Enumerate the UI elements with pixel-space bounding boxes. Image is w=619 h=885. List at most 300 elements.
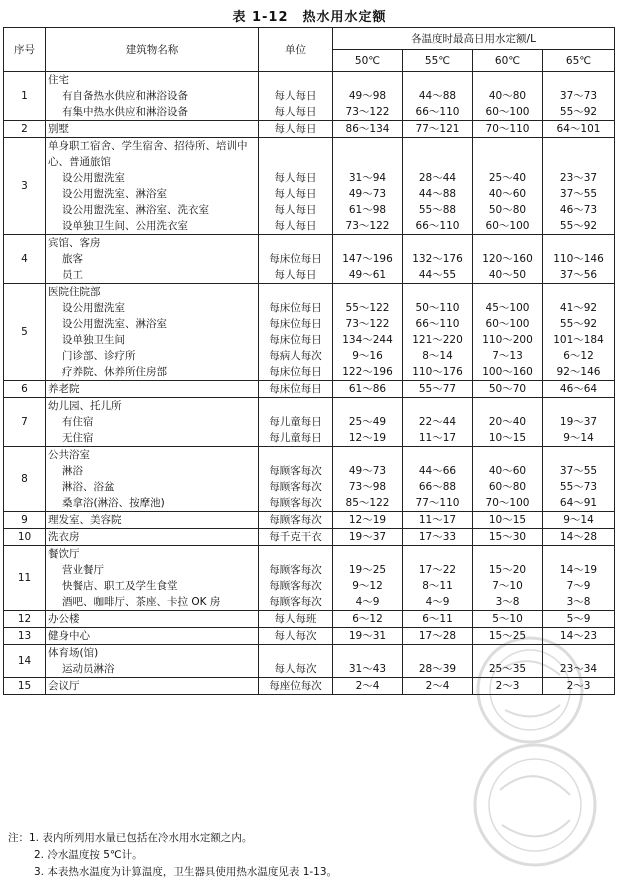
- quota-65: 14～28: [559, 531, 598, 543]
- row-number: [4, 611, 46, 628]
- quota-50-cell: [333, 398, 403, 447]
- unit-text: 每床位每日: [269, 383, 322, 395]
- table-title: 表 1-12 热水用水定额: [232, 10, 387, 25]
- quota-60: 100～160: [482, 366, 533, 378]
- quota-60: 2～3: [495, 680, 520, 692]
- quota-55-cell: [403, 546, 473, 611]
- quota-55: 44～88: [418, 188, 457, 200]
- quota-55: 44～55: [418, 269, 457, 281]
- quota-50: 61～86: [348, 383, 387, 395]
- row-number: [4, 447, 46, 512]
- quota-65: 55～92: [559, 220, 598, 232]
- unit-text: 每人每日: [274, 269, 317, 281]
- quota-55: 44～66: [418, 465, 457, 477]
- quota-60-cell: [473, 645, 543, 678]
- quota-60: [475, 235, 540, 251]
- building-name-cell: [46, 628, 259, 645]
- quota-55: 66～110: [415, 106, 460, 118]
- table-row: [4, 138, 615, 235]
- quota-65-cell: [543, 645, 615, 678]
- quota-50: 12～19: [348, 514, 387, 526]
- quota-60-cell: [473, 138, 543, 235]
- building-name: 设单独卫生间: [62, 334, 125, 346]
- header-temp-55: 55℃: [403, 50, 473, 72]
- unit-cell: [259, 645, 333, 678]
- quota-50: [335, 284, 400, 300]
- quota-55-cell: [403, 284, 473, 381]
- unit-text: [261, 72, 330, 88]
- building-name-cell: [46, 529, 259, 546]
- row-number-text: 15: [17, 680, 32, 692]
- unit-text: [261, 138, 330, 154]
- building-name: 会议厅: [48, 680, 80, 692]
- quota-60: 70～100: [485, 497, 530, 509]
- quota-65: 64～91: [559, 497, 598, 509]
- quota-60-cell: [473, 546, 543, 611]
- unit-cell: [259, 546, 333, 611]
- quota-65: 55～92: [559, 318, 598, 330]
- row-number-text: 14: [17, 655, 32, 667]
- quota-60: [475, 447, 540, 463]
- table-row: [4, 398, 615, 447]
- quota-60: 10～15: [488, 514, 527, 526]
- note-3: 3. 本表热水温度为计算温度，卫生器具使用热水温度见表 1-13。: [34, 866, 338, 878]
- building-name: 宾馆、客房: [48, 237, 101, 249]
- quota-60: 70～110: [485, 123, 530, 135]
- unit-text: 每人每日: [274, 123, 317, 135]
- quota-50: 73～98: [348, 481, 387, 493]
- building-name-cell: [46, 138, 259, 235]
- quota-65-cell: [543, 138, 615, 235]
- row-number: [4, 628, 46, 645]
- quota-65: 37～73: [559, 90, 598, 102]
- quota-50-cell: [333, 529, 403, 546]
- unit-cell: [259, 138, 333, 235]
- quota-55: [405, 447, 470, 463]
- quota-65: [545, 235, 612, 251]
- building-name: 快餐店、职工及学生食堂: [62, 580, 178, 592]
- quota-65-cell: [543, 628, 615, 645]
- header-no: 序号: [4, 28, 46, 72]
- quota-50: [335, 546, 400, 562]
- quota-60: 10～15: [488, 432, 527, 444]
- header-building-name: 建筑物名称: [46, 28, 259, 72]
- table-row: [4, 529, 615, 546]
- quota-60: [475, 546, 540, 562]
- building-name: 心、普通旅馆: [48, 156, 111, 168]
- quota-50: 61～98: [348, 204, 387, 216]
- header-unit: 单位: [259, 28, 333, 72]
- row-number: [4, 138, 46, 235]
- quota-50: [335, 398, 400, 414]
- quota-65: 46～73: [559, 204, 598, 216]
- building-name: 淋浴、浴盆: [62, 481, 115, 493]
- unit-cell: [259, 235, 333, 284]
- quota-50-cell: [333, 121, 403, 138]
- quota-55-cell: [403, 645, 473, 678]
- quota-65-cell: [543, 235, 615, 284]
- quota-50: [335, 447, 400, 463]
- table-row: [4, 628, 615, 645]
- quota-60-cell: [473, 529, 543, 546]
- building-name: 疗养院、休养所住房部: [62, 366, 167, 378]
- quota-60: [475, 154, 540, 170]
- quota-50: 9～12: [352, 580, 383, 592]
- quota-60-cell: [473, 284, 543, 381]
- building-name: 设公用盥洗室、淋浴室: [62, 318, 167, 330]
- quota-55-cell: [403, 398, 473, 447]
- table-row: [4, 546, 615, 611]
- header-temp-65: 65℃: [543, 50, 615, 72]
- quota-55: 77～121: [415, 123, 460, 135]
- quota-65-cell: [543, 546, 615, 611]
- unit-cell: [259, 628, 333, 645]
- quota-55-cell: [403, 447, 473, 512]
- quota-50-cell: [333, 235, 403, 284]
- quota-60: 5～10: [492, 613, 523, 625]
- unit-text: 每床位每日: [269, 366, 322, 378]
- quota-55: 121～220: [412, 334, 463, 346]
- quota-60: 25～40: [488, 172, 527, 184]
- building-name: 住宅: [48, 74, 69, 86]
- unit-text: 每床位每日: [269, 334, 322, 346]
- quota-55: 110～176: [412, 366, 463, 378]
- building-name: 运动员淋浴: [62, 663, 115, 675]
- table-row: [4, 121, 615, 138]
- quota-55: [405, 284, 470, 300]
- quota-65-cell: [543, 611, 615, 628]
- unit-text: 每病人每次: [269, 350, 322, 362]
- quota-55: 66～88: [418, 481, 457, 493]
- quota-55: [405, 398, 470, 414]
- row-number: [4, 72, 46, 121]
- building-name-cell: [46, 235, 259, 284]
- quota-60-cell: [473, 447, 543, 512]
- quota-55-cell: [403, 72, 473, 121]
- header-temp-60: 60℃: [473, 50, 543, 72]
- quota-50: 122～196: [342, 366, 393, 378]
- building-name: 养老院: [48, 383, 80, 395]
- quota-55: [405, 138, 470, 154]
- quota-55-cell: [403, 235, 473, 284]
- quota-55-cell: [403, 678, 473, 695]
- quota-55: 28～44: [418, 172, 457, 184]
- unit-cell: [259, 121, 333, 138]
- quota-65: 64～101: [556, 123, 601, 135]
- quota-50: 9～16: [352, 350, 383, 362]
- quota-55-cell: [403, 611, 473, 628]
- quota-65-cell: [543, 512, 615, 529]
- table-row: [4, 381, 615, 398]
- unit-text: 每人每日: [274, 172, 317, 184]
- quota-60: 50～80: [488, 204, 527, 216]
- quota-60: [475, 645, 540, 661]
- quota-65: 41～92: [559, 302, 598, 314]
- unit-text: 每人每日: [274, 204, 317, 216]
- quota-55: 44～88: [418, 90, 457, 102]
- quota-60-cell: [473, 678, 543, 695]
- quota-50: [335, 72, 400, 88]
- quota-65: [545, 72, 612, 88]
- quota-50: 73～122: [345, 220, 390, 232]
- table-row: [4, 447, 615, 512]
- row-number-text: 11: [17, 572, 32, 584]
- building-name: 设公用盥洗室: [62, 172, 125, 184]
- quota-65: 55～73: [559, 481, 598, 493]
- quota-65: [545, 154, 612, 170]
- building-name: 酒吧、咖啡厅、茶座、卡拉 OK 房: [62, 596, 221, 608]
- quota-60: 120～160: [482, 253, 533, 265]
- quota-60: [475, 138, 540, 154]
- quota-65: 37～55: [559, 465, 598, 477]
- quota-60: 40～60: [488, 188, 527, 200]
- unit-text: 每人每日: [274, 188, 317, 200]
- row-number: [4, 398, 46, 447]
- note-2: 2. 冷水温度按 5℃计。: [34, 849, 143, 861]
- quota-65: [545, 546, 612, 562]
- row-number: [4, 284, 46, 381]
- quota-55: 17～22: [418, 564, 457, 576]
- quota-65-cell: [543, 121, 615, 138]
- quota-60: 15～30: [488, 531, 527, 543]
- row-number-text: 6: [21, 383, 28, 395]
- row-number: [4, 121, 46, 138]
- building-name-cell: [46, 381, 259, 398]
- quota-60: 20～40: [488, 416, 527, 428]
- quota-50: 31～43: [348, 663, 387, 675]
- quota-65: 14～19: [559, 564, 598, 576]
- building-name: 医院住院部: [48, 286, 101, 298]
- unit-text: [261, 284, 330, 300]
- building-name: 公共浴室: [48, 449, 90, 461]
- table-body: [4, 72, 615, 695]
- row-number: [4, 235, 46, 284]
- quota-55: 4～9: [425, 596, 450, 608]
- hot-water-quota-table: [3, 27, 615, 695]
- quota-60-cell: [473, 512, 543, 529]
- unit-text: 每人每日: [274, 220, 317, 232]
- quota-60: 60～100: [485, 318, 530, 330]
- unit-cell: [259, 398, 333, 447]
- building-name-cell: [46, 398, 259, 447]
- unit-text: 每人每次: [274, 630, 317, 642]
- quota-60-cell: [473, 121, 543, 138]
- table-row: [4, 72, 615, 121]
- row-number-text: 10: [17, 531, 32, 543]
- unit-text: 每人每日: [274, 106, 317, 118]
- quota-55: 2～4: [425, 680, 450, 692]
- quota-60: 40～50: [488, 269, 527, 281]
- quota-50: 55～122: [345, 302, 390, 314]
- quota-65: 37～55: [559, 188, 598, 200]
- quota-60-cell: [473, 398, 543, 447]
- building-name: 别墅: [48, 123, 69, 135]
- building-name-cell: [46, 546, 259, 611]
- quota-55: [405, 235, 470, 251]
- building-name: 健身中心: [48, 630, 90, 642]
- building-name: 设公用盥洗室、淋浴室: [62, 188, 167, 200]
- quota-50: 86～134: [345, 123, 390, 135]
- quota-60: [475, 284, 540, 300]
- quota-65-cell: [543, 447, 615, 512]
- quota-60-cell: [473, 381, 543, 398]
- quota-65: 92～146: [556, 366, 601, 378]
- quota-65: 23～34: [559, 663, 598, 675]
- quota-55: 28～39: [418, 663, 457, 675]
- building-name-cell: [46, 72, 259, 121]
- quota-50: 19～25: [348, 564, 387, 576]
- unit-text: 每儿童每日: [269, 416, 322, 428]
- building-name: 洗衣房: [48, 531, 80, 543]
- unit-text: [261, 235, 330, 251]
- quota-55: 8～11: [422, 580, 453, 592]
- unit-cell: [259, 447, 333, 512]
- building-name: 有自备热水供应和淋浴设备: [62, 90, 188, 102]
- quota-65-cell: [543, 678, 615, 695]
- unit-text: 每床位每日: [269, 302, 322, 314]
- quota-55: 50～110: [415, 302, 460, 314]
- unit-cell: [259, 72, 333, 121]
- quota-65: 5～9: [566, 613, 591, 625]
- quota-50-cell: [333, 381, 403, 398]
- quota-55: 8～14: [422, 350, 453, 362]
- quota-55-cell: [403, 628, 473, 645]
- quota-60: 3～8: [495, 596, 520, 608]
- quota-50: [335, 154, 400, 170]
- unit-text: 每顾客每次: [269, 497, 322, 509]
- building-name: 有住宿: [62, 416, 94, 428]
- quota-65: 19～37: [559, 416, 598, 428]
- quota-60: 50～70: [488, 383, 527, 395]
- quota-50: [335, 645, 400, 661]
- quota-65-cell: [543, 398, 615, 447]
- quota-50: 134～244: [342, 334, 393, 346]
- building-name: 办公楼: [48, 613, 80, 625]
- quota-55: [405, 154, 470, 170]
- row-number-text: 4: [21, 253, 28, 265]
- table-row: [4, 284, 615, 381]
- unit-text: 每顾客每次: [269, 465, 322, 477]
- quota-60-cell: [473, 611, 543, 628]
- unit-cell: [259, 381, 333, 398]
- unit-text: 每顾客每次: [269, 564, 322, 576]
- unit-text: 每床位每日: [269, 318, 322, 330]
- quota-50: 12～19: [348, 432, 387, 444]
- quota-65: [545, 138, 612, 154]
- quota-50: 19～31: [348, 630, 387, 642]
- quota-50: 4～9: [355, 596, 380, 608]
- quota-55-cell: [403, 512, 473, 529]
- quota-55: 55～77: [418, 383, 457, 395]
- quota-60: 110～200: [482, 334, 533, 346]
- quota-65: [545, 645, 612, 661]
- row-number-text: 2: [21, 123, 28, 135]
- quota-55: 66～110: [415, 220, 460, 232]
- row-number-text: 1: [21, 90, 28, 102]
- building-name-cell: [46, 284, 259, 381]
- quota-60: [475, 398, 540, 414]
- building-name-cell: [46, 645, 259, 678]
- quota-50-cell: [333, 138, 403, 235]
- building-name: 旅客: [62, 253, 83, 265]
- quota-55: 17～28: [418, 630, 457, 642]
- quota-50: [335, 235, 400, 251]
- quota-55: 11～17: [418, 514, 457, 526]
- unit-cell: [259, 678, 333, 695]
- unit-text: 每儿童每日: [269, 432, 322, 444]
- quota-65: 7～9: [566, 580, 591, 592]
- quota-65: 110～146: [553, 253, 604, 265]
- row-number: [4, 512, 46, 529]
- building-name: 单身职工宿舍、学生宿舍、招待所、培训中: [48, 140, 248, 152]
- quota-55: 11～17: [418, 432, 457, 444]
- quota-55: 66～110: [415, 318, 460, 330]
- building-name-cell: [46, 512, 259, 529]
- unit-text: 每人每班: [274, 613, 317, 625]
- quota-65: 14～23: [559, 630, 598, 642]
- row-number-text: 12: [17, 613, 32, 625]
- building-name: 桑拿浴(淋浴、按摩池): [62, 497, 165, 509]
- quota-50: 25～49: [348, 416, 387, 428]
- quota-50-cell: [333, 611, 403, 628]
- quota-60-cell: [473, 72, 543, 121]
- quota-60-cell: [473, 628, 543, 645]
- quota-60: [475, 72, 540, 88]
- quota-50-cell: [333, 512, 403, 529]
- quota-60: 40～80: [488, 90, 527, 102]
- quota-60: 60～100: [485, 106, 530, 118]
- quota-55: [405, 546, 470, 562]
- building-name: 淋浴: [62, 465, 83, 477]
- unit-text: 每顾客每次: [269, 481, 322, 493]
- quota-50: 19～37: [348, 531, 387, 543]
- table-row: [4, 645, 615, 678]
- quota-65: [545, 284, 612, 300]
- quota-50-cell: [333, 546, 403, 611]
- unit-cell: [259, 284, 333, 381]
- quota-50: 49～73: [348, 465, 387, 477]
- table-notes: [8, 830, 608, 881]
- quota-55-cell: [403, 121, 473, 138]
- building-name: 有集中热水供应和淋浴设备: [62, 106, 188, 118]
- table-row: [4, 235, 615, 284]
- row-number: [4, 645, 46, 678]
- unit-text: 每人每日: [274, 90, 317, 102]
- quota-65: [545, 447, 612, 463]
- unit-text: [261, 645, 330, 661]
- quota-55-cell: [403, 138, 473, 235]
- unit-text: 每座位每次: [269, 680, 322, 692]
- building-name: 无住宿: [62, 432, 94, 444]
- building-name: 餐饮厅: [48, 548, 80, 560]
- unit-text: 每千克干衣: [269, 531, 322, 543]
- quota-60: 15～25: [488, 630, 527, 642]
- quota-50: 73～122: [345, 106, 390, 118]
- table-row: [4, 512, 615, 529]
- unit-text: 每顾客每次: [269, 580, 322, 592]
- quota-50: 2～4: [355, 680, 380, 692]
- row-number: [4, 381, 46, 398]
- quota-65-cell: [543, 381, 615, 398]
- row-number: [4, 529, 46, 546]
- unit-text: [261, 546, 330, 562]
- quota-65: 6～12: [563, 350, 594, 362]
- quota-50-cell: [333, 72, 403, 121]
- quota-65: 9～14: [563, 432, 594, 444]
- building-name: 设公用盥洗室、淋浴室、洗衣室: [62, 204, 209, 216]
- quota-60: 60～100: [485, 220, 530, 232]
- quota-65: 23～37: [559, 172, 598, 184]
